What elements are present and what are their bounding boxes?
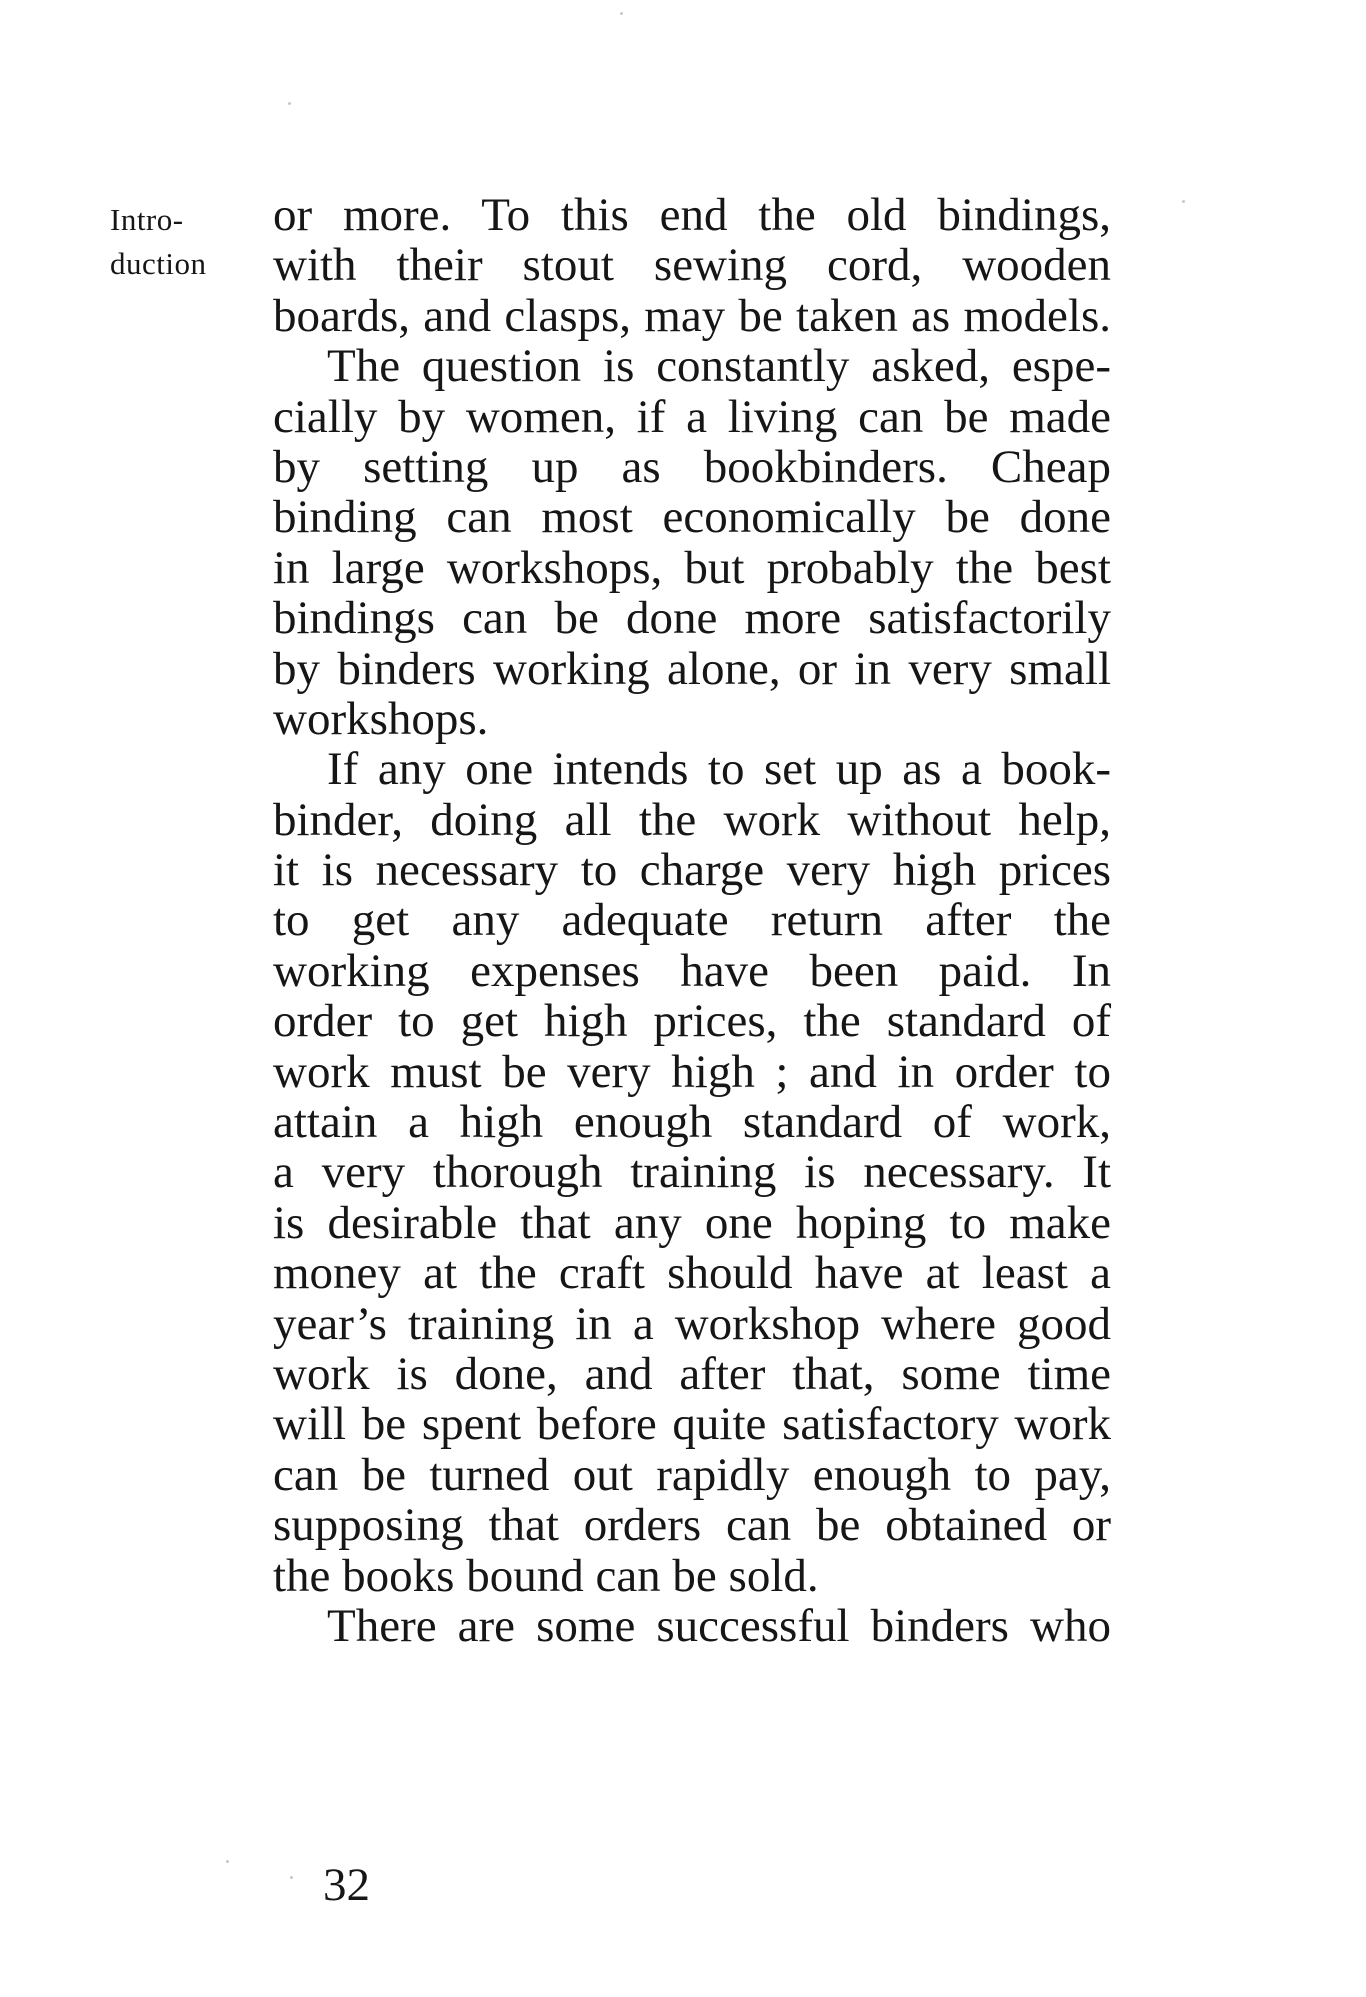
text-line: the books bound can be sold. (273, 1549, 819, 1602)
text-line: There are some successful binders who (327, 1599, 1111, 1652)
text-line: money at the craft should have at least a (273, 1247, 1111, 1300)
text-line: year’s training in a workshop where good (273, 1297, 1111, 1350)
paper-speck (620, 12, 623, 15)
text-line: with their stout sewing cord, wooden (273, 239, 1111, 292)
text-line: a very thorough training is necessary. It (273, 1146, 1111, 1199)
text-line: by setting up as bookbinders. Cheap (273, 440, 1111, 493)
text-line: boards, and clasps, may be taken as models. (273, 289, 1111, 342)
text-line: The question is constantly asked, espe- (327, 340, 1111, 393)
text-line: binder, doing all the work without help, (273, 793, 1111, 846)
paper-speck (288, 102, 291, 105)
paper-speck (290, 1876, 293, 1879)
body-text (273, 190, 1111, 1651)
text-line: binding can most economically be done (273, 491, 1111, 544)
text-line: by binders working alone, or in very small (273, 642, 1111, 695)
text-line: is desirable that any one hoping to make (273, 1196, 1111, 1249)
text-line: supposing that orders can be obtained or (273, 1499, 1111, 1552)
text-line: it is necessary to charge very high prices (273, 844, 1111, 897)
text-line: attain a high enough standard of work, (273, 1096, 1111, 1149)
paper-speck (1182, 200, 1185, 203)
text-line: will be spent before quite satisfactory work (273, 1398, 1111, 1451)
text-line: or more. To this end the old bindings, (273, 189, 1111, 241)
text-line: work is done, and after that, some time (273, 1347, 1111, 1400)
page-number: 32 (323, 1859, 370, 1911)
text-line: work must be very high ; and in order to (273, 1045, 1111, 1098)
margin-note (110, 198, 230, 286)
text-line: bindings can be done more satisfactorily (273, 592, 1111, 645)
text-line: to get any adequate return after the (273, 894, 1111, 947)
paper-speck (226, 1860, 229, 1863)
text-line: order to get high prices, the standard of (273, 995, 1111, 1048)
margin-note-line-2: duction (110, 246, 207, 281)
text-line: can be turned out rapidly enough to pay, (273, 1448, 1111, 1501)
text-line: If any one intends to set up as a book- (327, 743, 1111, 796)
text-line: workshops. (273, 692, 489, 745)
text-line: working expenses have been paid. In (273, 944, 1111, 997)
margin-note-line-1: Intro- (110, 202, 184, 237)
text-line: in large workshops, but probably the best (273, 541, 1111, 594)
text-line: cially by women, if a living can be made (273, 390, 1111, 443)
